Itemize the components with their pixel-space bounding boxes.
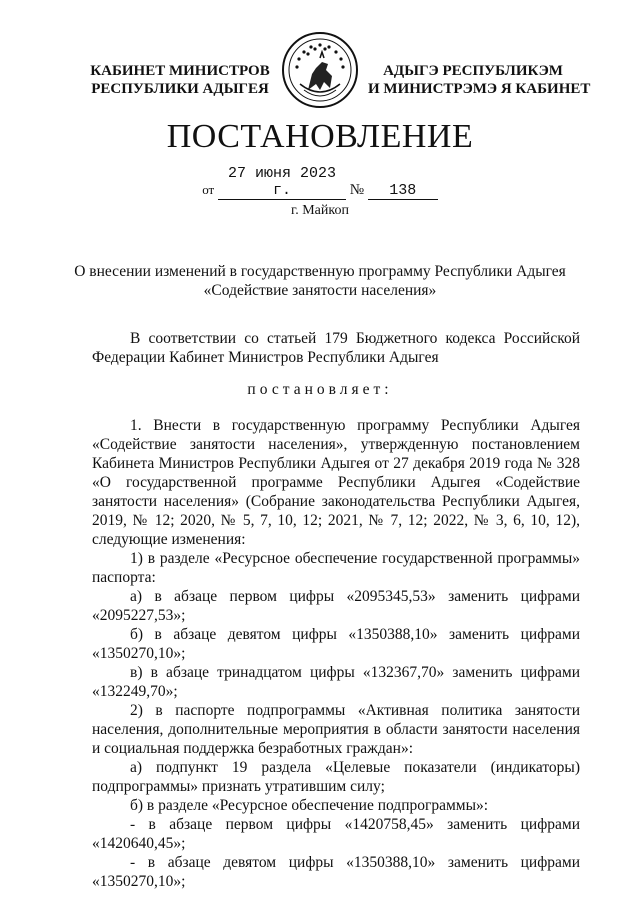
document-number: 138 [368,182,438,200]
preamble-text: В соответствии со статьей 179 Бюджетного кодекса Российской Федерации Кабинет Министров Республики Адыгея [92,330,580,366]
clause-1-item-2b: б) в разделе «Ресурсное обеспечение подпрограммы»: [130,797,489,814]
preamble-block [92,329,580,367]
document-date: 27 июня 2023 г. [218,165,346,200]
date-number-line [0,165,640,200]
issuer-line-2: РЕСПУБЛИКИ АДЫГЕЯ [91,81,269,97]
clause-1-item-2b-dash-1: - в абзаце первом цифры «1420758,45» заменить цифрами «1420640,45»; [92,816,580,852]
clause-1-item-1b: б) в абзаце девятом цифры «1350388,10» заменить цифрами «1350270,10»; [92,626,580,662]
clause-1-item-1a: а) в абзаце первом цифры «2095345,53» заменить цифрами «2095227,53»; [92,588,580,624]
document-subject [70,262,570,300]
clause-1-item-2a: а) подпункт 19 раздела «Целевые показатели (индикаторы) подпрограммы» признать утратившим силу; [92,759,580,795]
clause-1: 1. Внести в государственную программу Республики Адыгея «Содействие занятости населения», утвержденную постановлением Кабинета Министров Республики Адыгея от 27 декабря 2019 года № 328 «О государственной программе Республики Адыгея «Содействие занятости населения» (Собрание законодательства Республики Адыгея, 2019, № 12; 2020, № 5, 7, 10, 12; 2021, № 7, 12; 2022, № 3, 6, 10, 12), следующие изменения: [92,417,580,548]
issuer-name-russian [90,62,270,98]
issuer-line-1-adyghe: АДЫГЭ РЕСПУБЛИКЭМ [383,63,563,79]
subject-line-1: О внесении изменений в государственную программу Республики Адыгея [74,263,566,280]
clause-1-item-2b-dash-2: - в абзаце девятом цифры «1350388,10» заменить цифрами «1350270,10»; [92,854,580,890]
resolves-heading: постановляет: [247,381,393,398]
issuer-line-1: КАБИНЕТ МИНИСТРОВ [90,63,270,79]
resolution-body [92,416,580,891]
date-from-label: от [202,182,215,197]
issuer-line-2-adyghe: И МИНИСТРЭМЭ Я КАБИНЕТ [368,81,591,97]
coat-of-arms-icon [280,30,360,110]
clause-1-item-1c: в) в абзаце тринадцатом цифры «132367,70» заменить цифрами «132249,70»; [92,664,580,700]
issuer-name-adyghe [368,62,591,98]
document-type-title: ПОСТАНОВЛЕНИЕ [166,118,474,155]
number-label: № [349,182,365,198]
clause-1-item-1: 1) в разделе «Ресурсное обеспечение государственной программы» паспорта: [92,550,580,586]
city-name: г. Майкоп [291,203,349,218]
clause-1-item-2: 2) в паспорте подпрограммы «Активная политика занятости населения, дополнительные мероприятия в области занятости населения и социальная поддержка безработных граждан»: [92,702,580,757]
subject-line-2: «Содействие занятости населения» [203,282,437,299]
